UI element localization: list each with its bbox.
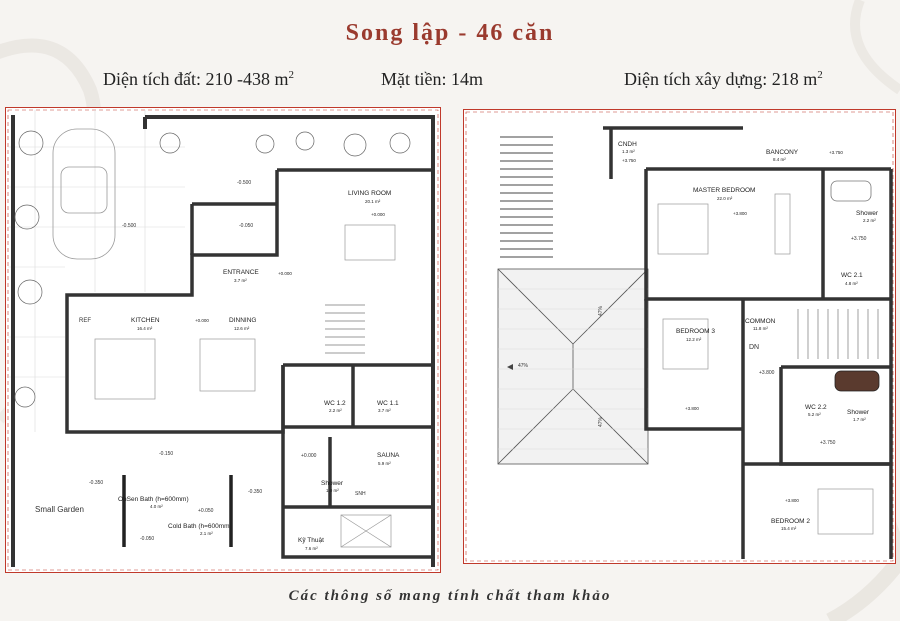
ground-floor-plan bbox=[5, 107, 441, 573]
room-onsen-label: OnSen Bath (h=600mm) bbox=[118, 496, 189, 503]
room-wc11-area: 3.7 m² bbox=[378, 408, 391, 413]
room-wc22-area: 5.2 m² bbox=[808, 412, 821, 417]
small-garden-label: Small Garden bbox=[35, 505, 84, 514]
room-shower-common-label: Shower bbox=[847, 409, 870, 416]
page-title: Song lập - 46 căn bbox=[345, 20, 555, 46]
room-bedroom3-label: BEDROOM 3 bbox=[676, 328, 716, 335]
level-marker: -0.150 bbox=[159, 451, 174, 457]
room-wc12-label: WC 1.2 bbox=[324, 400, 346, 407]
room-wc22-label: WC 2.2 bbox=[805, 404, 827, 411]
room-common-area: 11.8 m² bbox=[753, 326, 768, 331]
room-sauna-label: SAUNA bbox=[377, 452, 400, 459]
fridge-label: REF bbox=[79, 318, 91, 324]
room-coldbath-area: 2.1 m² bbox=[200, 531, 213, 536]
snh-label: SNH bbox=[355, 491, 366, 497]
room-technical-area: 7.6 m² bbox=[305, 546, 318, 551]
room-kitchen-level: +0.000 bbox=[195, 318, 209, 323]
room-dinning-label: DINNING bbox=[229, 317, 257, 324]
room-cndh-label: CNDH bbox=[618, 141, 637, 148]
roof-slope-label: 47% bbox=[598, 305, 604, 316]
room-bedroom2-area: 15.4 m² bbox=[781, 526, 797, 531]
room-onsen-area: 4.0 m² bbox=[150, 504, 163, 509]
level-marker: -0.050 bbox=[140, 536, 155, 542]
room-balcony-area: 8.4 m² bbox=[773, 157, 786, 162]
room-coldbath-label: Cold Bath (h=600mm) bbox=[168, 523, 232, 530]
level-marker: +0.050 bbox=[198, 508, 214, 514]
room-shower-master-label: Shower bbox=[856, 210, 879, 217]
disclaimer-note: Các thông số mang tính chất tham khảo bbox=[288, 588, 612, 604]
room-entrance-label: ENTRANCE bbox=[223, 269, 259, 276]
room-wc12-area: 2.2 m² bbox=[329, 408, 342, 413]
frontage-spec: Mặt tiền: 14m bbox=[381, 69, 483, 89]
level-marker: +3.750 bbox=[851, 236, 867, 242]
room-master-bedroom-area: 22.0 m² bbox=[717, 196, 733, 201]
roof-slope-label: 47% bbox=[598, 416, 604, 427]
room-living-room-level: +0.000 bbox=[371, 212, 385, 217]
room-living-room-area: 20.1 m² bbox=[365, 199, 381, 204]
room-shower-area: 1.0 m² bbox=[326, 488, 339, 493]
room-balcony-label: BANCONY bbox=[766, 149, 799, 156]
room-bedroom3-level: +3.800 bbox=[685, 406, 699, 411]
room-wc11-label: WC 1.1 bbox=[377, 400, 399, 407]
room-bedroom2-label: BEDROOM 2 bbox=[771, 518, 811, 525]
room-master-bedroom-level: +3.800 bbox=[733, 211, 747, 216]
room-sauna-area: 5.9 m² bbox=[378, 461, 391, 466]
room-shower-label: Shower bbox=[321, 480, 344, 487]
level-marker: -0.350 bbox=[89, 480, 104, 486]
build-area-spec: Diện tích xây dựng: 218 $m^2$ bbox=[624, 69, 823, 89]
level-marker: +0.000 bbox=[301, 453, 317, 459]
room-living-room-label: LIVING ROOM bbox=[348, 190, 392, 197]
room-cndh-area: 1.3 m² bbox=[622, 149, 635, 154]
level-marker: +3.750 bbox=[820, 440, 836, 446]
stair-down-label: DN bbox=[749, 344, 760, 351]
level-marker: -0.500 bbox=[122, 223, 137, 229]
room-bedroom3-area: 12.2 m² bbox=[686, 337, 702, 342]
level-marker: -0.050 bbox=[239, 223, 254, 229]
roof-slope-label: 47% bbox=[518, 363, 529, 369]
room-master-bedroom-label: MASTER BEDROOM bbox=[693, 187, 756, 194]
room-shower-common-area: 1.7 m² bbox=[853, 417, 866, 422]
level-marker: -0.500 bbox=[237, 180, 252, 186]
room-bedroom2-level: +3.800 bbox=[785, 498, 799, 503]
room-technical-label: Kỹ Thuật bbox=[298, 537, 324, 544]
room-dinning-area: 12.6 m² bbox=[234, 326, 250, 331]
room-entrance-level: +0.000 bbox=[278, 271, 292, 276]
room-kitchen-area: 16.4 m² bbox=[137, 326, 153, 331]
room-entrance-area: 3.7 m² bbox=[234, 278, 247, 283]
land-area-spec: Diện tích đất: 210 -438 $m^2$ bbox=[103, 69, 294, 89]
room-shower-master-area: 2.2 m² bbox=[863, 218, 876, 223]
room-wc21-label: WC 2.1 bbox=[841, 272, 863, 279]
room-kitchen-label: KITCHEN bbox=[131, 317, 160, 324]
room-common-label: COMMON bbox=[745, 318, 776, 325]
room-wc21-area: 4.8 m² bbox=[845, 281, 858, 286]
room-cndh-level: +3.750 bbox=[622, 158, 636, 163]
upper-floor-plan bbox=[463, 109, 896, 564]
room-balcony-level: +3.750 bbox=[829, 150, 843, 155]
level-marker: +3.800 bbox=[759, 370, 775, 376]
level-marker: -0.350 bbox=[248, 489, 263, 495]
